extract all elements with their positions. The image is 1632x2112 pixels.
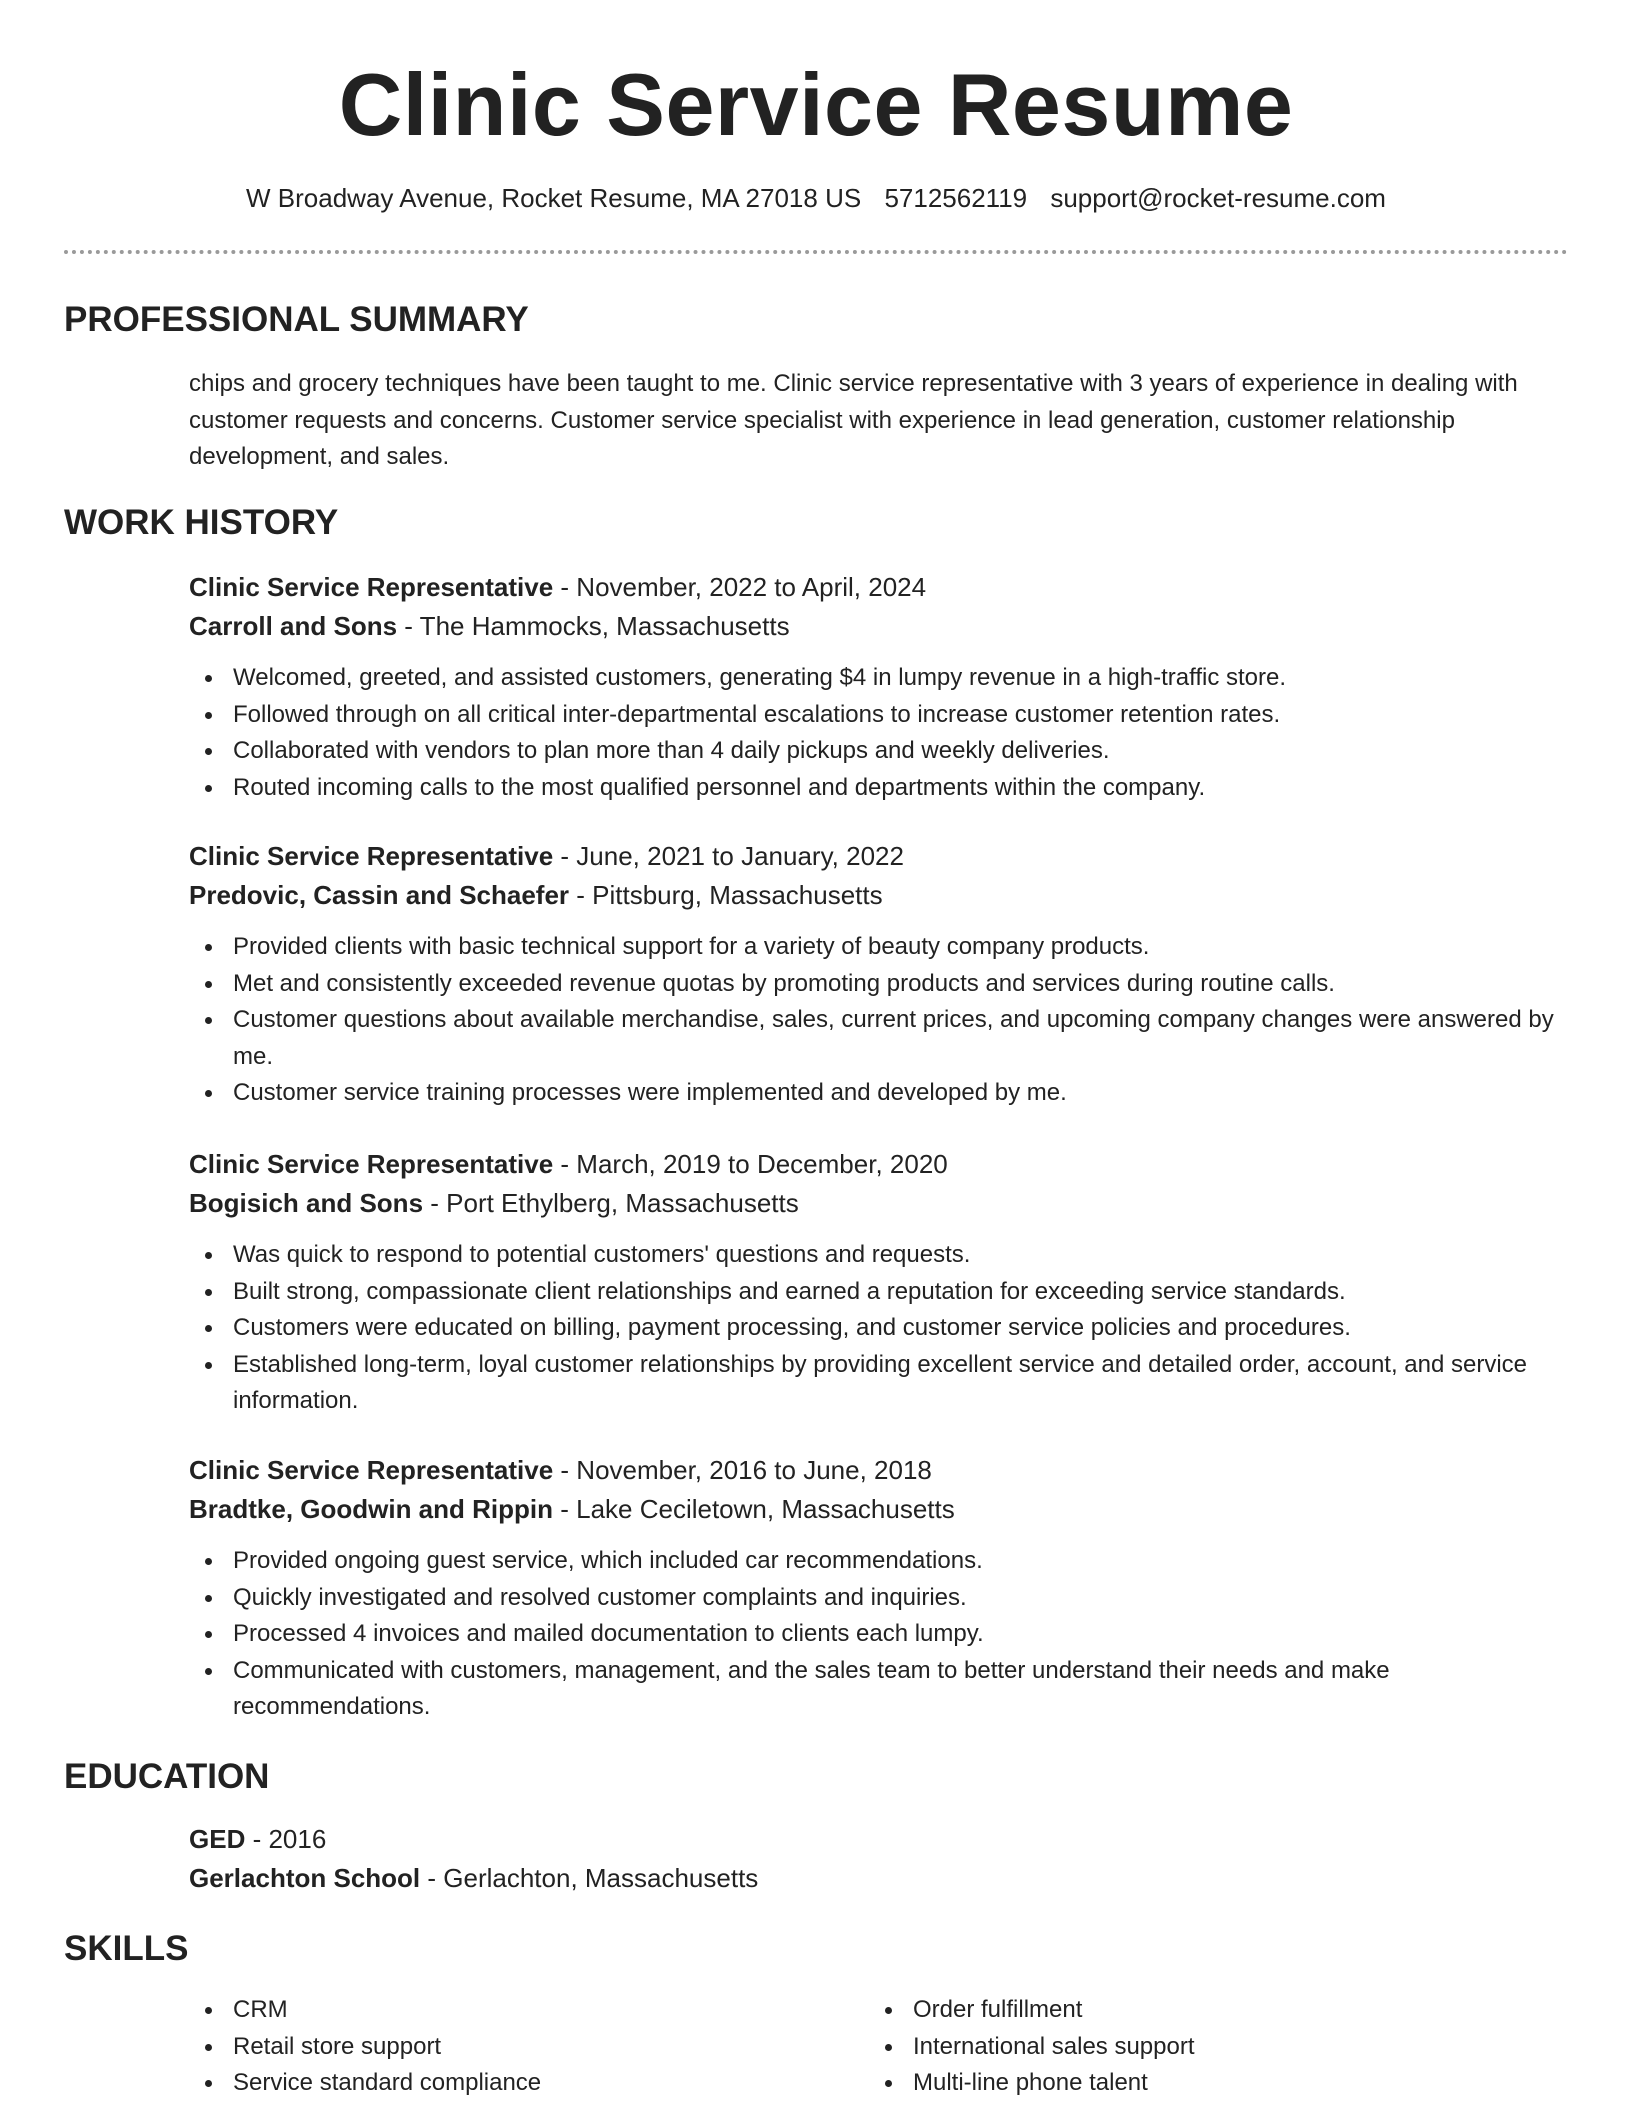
degree-year: - 2016: [245, 1824, 327, 1854]
job-bullet: Customer service training processes were implemented and developed by me.: [189, 1075, 1568, 1112]
job-company: Bogisich and Sons: [189, 1188, 424, 1218]
phone: 5712562119: [884, 183, 1028, 213]
job-bullets: [189, 929, 1568, 1112]
skills-column-left: [189, 1992, 849, 2102]
job-bullet: Quickly investigated and resolved customer complaints and inquiries.: [189, 1580, 1568, 1617]
job-entry: [189, 837, 1568, 1112]
job-location: - Pittsburg, Massachusetts: [569, 880, 883, 910]
job-bullet: Was quick to respond to potential customers' questions and requests.: [189, 1237, 1568, 1274]
job-company: Bradtke, Goodwin and Rippin: [189, 1494, 553, 1524]
job-bullet: Built strong, compassionate client relationships and earned a reputation for exceeding service standards.: [189, 1274, 1568, 1311]
job-title: Clinic Service Representative: [189, 1149, 554, 1179]
job-company-line: [189, 1184, 1568, 1223]
job-bullet: Customers were educated on billing, payment processing, and customer service policies and procedures.: [189, 1310, 1568, 1347]
job-title-line: [189, 837, 1568, 876]
school-location: - Gerlachton, Massachusetts: [420, 1863, 759, 1893]
job-bullets: [189, 1237, 1568, 1420]
resume-title: Clinic Service Resume: [338, 55, 1294, 154]
job-title: Clinic Service Representative: [189, 841, 554, 871]
job-company-line: [189, 876, 1568, 915]
job-bullet: Routed incoming calls to the most qualified personnel and departments within the company.: [189, 770, 1568, 807]
summary-heading: PROFESSIONAL SUMMARY: [64, 300, 529, 339]
job-bullet: Provided ongoing guest service, which included car recommendations.: [189, 1543, 1568, 1580]
job-company-line: [189, 607, 1568, 646]
contact-info: [0, 180, 1632, 216]
education-heading: EDUCATION: [64, 1757, 270, 1796]
address: W Broadway Avenue, Rocket Resume, MA 27018 US: [246, 183, 862, 213]
job-dates: - March, 2019 to December, 2020: [553, 1149, 948, 1179]
job-title-line: [189, 1145, 1568, 1184]
job-title-line: [189, 568, 1568, 607]
summary-text: chips and grocery techniques have been taught to me. Clinic service representative with 3 years of experience in dealing with customer requests and concerns. Customer service specialist with experience in lead generation, customer relationship development, and sales.: [189, 370, 1518, 470]
job-title: Clinic Service Representative: [189, 1455, 554, 1485]
job-location: - The Hammocks, Massachusetts: [397, 611, 790, 641]
skill-item: CRM: [189, 1992, 849, 2029]
job-entry: [189, 1451, 1568, 1726]
job-company-line: [189, 1490, 1568, 1529]
job-bullet: Communicated with customers, management, and the sales team to better understand their needs and make recommendations.: [189, 1653, 1568, 1726]
job-location: - Port Ethylberg, Massachusetts: [423, 1188, 799, 1218]
job-bullets: [189, 1543, 1568, 1726]
email: support@rocket-resume.com: [1050, 183, 1386, 213]
skill-item: Retail store support: [189, 2029, 849, 2066]
job-location: - Lake Ceciletown, Massachusetts: [553, 1494, 955, 1524]
job-bullet: Met and consistently exceeded revenue quotas by promoting products and services during routine calls.: [189, 966, 1568, 1003]
skills-column-right: [869, 1992, 1529, 2102]
skills-heading: SKILLS: [64, 1929, 189, 1968]
job-entry: [189, 568, 1568, 806]
job-company: Carroll and Sons: [189, 611, 398, 641]
job-title: Clinic Service Representative: [189, 572, 554, 602]
job-title-line: [189, 1451, 1568, 1490]
school-name: Gerlachton School: [189, 1863, 421, 1893]
job-bullet: Processed 4 invoices and mailed documentation to clients each lumpy.: [189, 1616, 1568, 1653]
work-history-heading: WORK HISTORY: [64, 503, 339, 542]
job-dates: - June, 2021 to January, 2022: [553, 841, 904, 871]
job-bullet: Welcomed, greeted, and assisted customers, generating $4 in lumpy revenue in a high-traffic store.: [189, 660, 1568, 697]
job-entry: [189, 1145, 1568, 1420]
degree-line: [189, 1820, 1568, 1859]
job-bullet: Provided clients with basic technical support for a variety of beauty company products.: [189, 929, 1568, 966]
job-bullet: Followed through on all critical inter-departmental escalations to increase customer retention rates.: [189, 697, 1568, 734]
job-bullet: Established long-term, loyal customer relationships by providing excellent service and detailed order, account, and service information.: [189, 1347, 1568, 1420]
skill-item: Order fulfillment: [869, 1992, 1529, 2029]
degree: GED: [189, 1824, 246, 1854]
job-bullet: Collaborated with vendors to plan more than 4 daily pickups and weekly deliveries.: [189, 733, 1568, 770]
job-dates: - November, 2016 to June, 2018: [553, 1455, 932, 1485]
job-company: Predovic, Cassin and Schaefer: [189, 880, 570, 910]
job-bullet: Customer questions about available merchandise, sales, current prices, and upcoming company changes were answered by me.: [189, 1002, 1568, 1075]
skill-item: Multi-line phone talent: [869, 2065, 1529, 2102]
job-bullets: [189, 660, 1568, 806]
skill-item: Service standard compliance: [189, 2065, 849, 2102]
education-entry: [189, 1820, 1568, 1898]
school-line: [189, 1859, 1568, 1898]
header-divider: [64, 250, 1568, 254]
job-dates: - November, 2022 to April, 2024: [553, 572, 927, 602]
skill-item: International sales support: [869, 2029, 1529, 2066]
